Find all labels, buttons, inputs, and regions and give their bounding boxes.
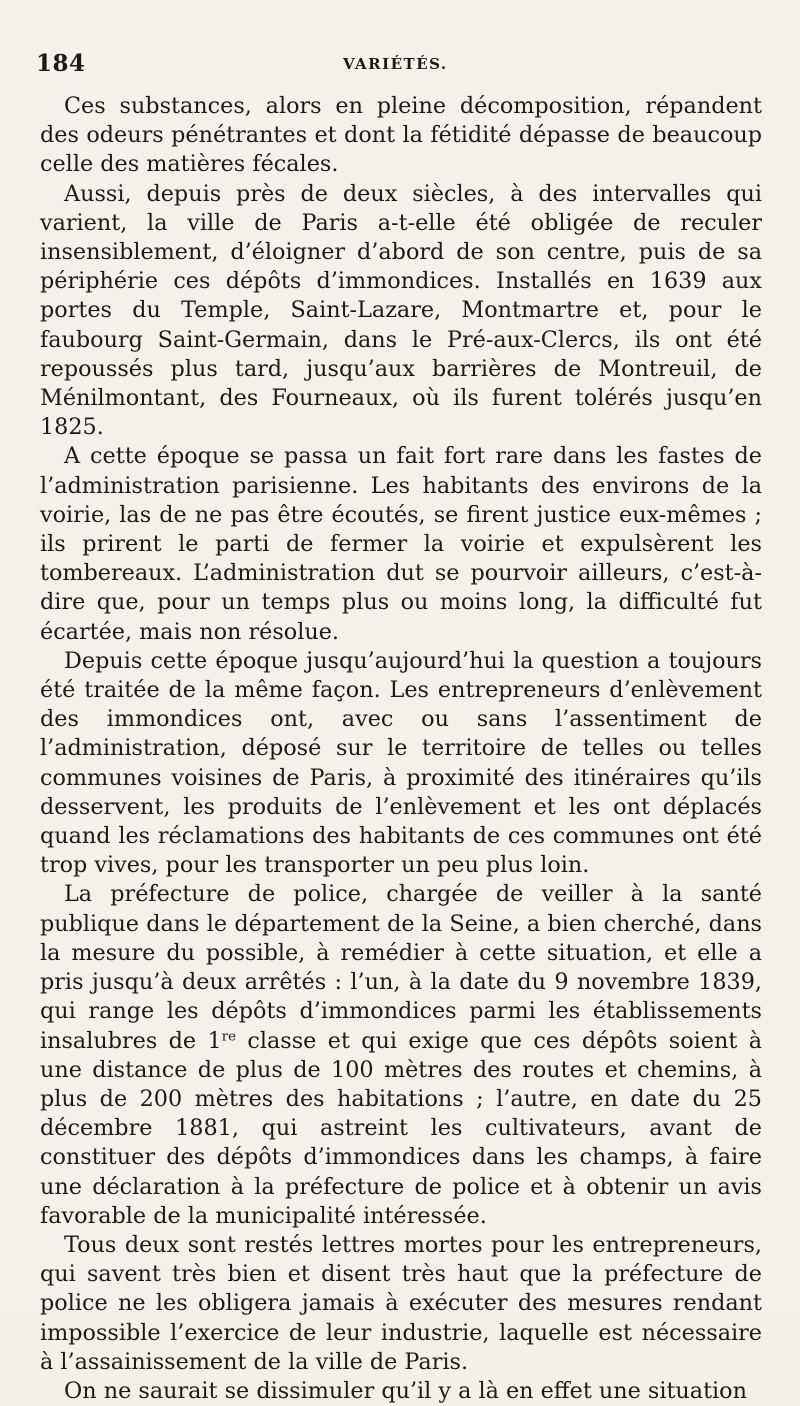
paragraph-3: A cette époque se passa un fait fort rare dans les fastes de l’administration parisienne. Les habitants des environs de la voirie, las de ne pas être écoutés, se firent justice eux-mêmes ; ils prirent le parti de fermer la voirie et expulsèrent les tombereaux. L’administration dut se pourvoir ailleurs, c’est-à-dire que, pour un temps plus ou moins long, la difficulté fut écartée, mais non résolue. — [40, 443, 762, 645]
paragraph-5 — [40, 880, 762, 1230]
paragraph-5-text-b: classe et qui exige que ces dépôts soient à une distance de plus de 100 mètres des routes et chemins, à plus de 200 mètres des habitations ; l’autre, en date du 25 décembre 1881, qui astreint les cultivateurs, avant de constituer des dépôts d’immondices dans les champs, à faire une déclaration à la préfecture de police et à obtenir un avis favorable de la municipalité intéressée. — [40, 1027, 762, 1229]
page-number: 184 — [36, 50, 86, 77]
running-title: VARIÉTÉS. — [343, 55, 448, 73]
paragraph-4: Depuis cette époque jusqu’aujourd’hui la question a toujours été traitée de la même façon. Les entrepreneurs d’enlèvement des immondices ont, avec ou sans l’assentiment de l’administration, déposé sur le territoire de telles ou telles communes voisines de Paris, à proximité des itinéraires qu’ils desservent, les produits de l’enlèvement et les ont déplacés quand les réclamations des habitants de ces communes ont été trop vives, pour les transporter un peu plus loin. — [40, 647, 762, 879]
paragraph-7: On ne saurait se dissimuler qu’il y a là en effet une situation — [64, 1377, 747, 1404]
page-header — [36, 50, 766, 80]
body-text — [40, 92, 762, 1406]
paragraph-2: Aussi, depuis près de deux siècles, à des intervalles qui varient, la ville de Paris a-t-elle été obligée de reculer insensiblement, d’éloigner d’abord de son centre, puis de sa périphérie ces dépôts d’immondices. Installés en 1639 aux portes du Temple, Saint-Lazare, Montmartre et, pour le faubourg Saint-Germain, dans le Pré-aux-Clercs, ils ont été repoussés plus tard, jusqu’aux barrières de Montreuil, de Ménilmontant, des Fourneaux, où ils furent tolérés jusqu’en 1825. — [40, 180, 762, 441]
paragraph-6: Tous deux sont restés lettres mortes pour les entrepreneurs, qui savent très bien et disent très haut que la préfecture de police ne les obligera jamais à exécuter des mesures rendant impossible l’exercice de leur industrie, laquelle est nécessaire à l’assainissement de la ville de Paris. — [40, 1231, 762, 1375]
paragraph-1: Ces substances, alors en pleine décomposition, répandent des odeurs pénétrantes et dont la fétidité dépasse de beaucoup celle des matières fécales. — [40, 93, 762, 178]
ordinal-suffix: re — [221, 1029, 236, 1045]
paragraph-5-text-a: La préfecture de police, chargée de veiller à la santé publique dans le département de la Seine, a bien cherché, dans la mesure du possible, à remédier à cette situation, et elle a pris jusqu’à deux arrêtés : l’un, à la date du 9 novembre 1839, qui range les dépôts d’immondices parmi les établissements insalubres de 1 — [40, 881, 762, 1054]
